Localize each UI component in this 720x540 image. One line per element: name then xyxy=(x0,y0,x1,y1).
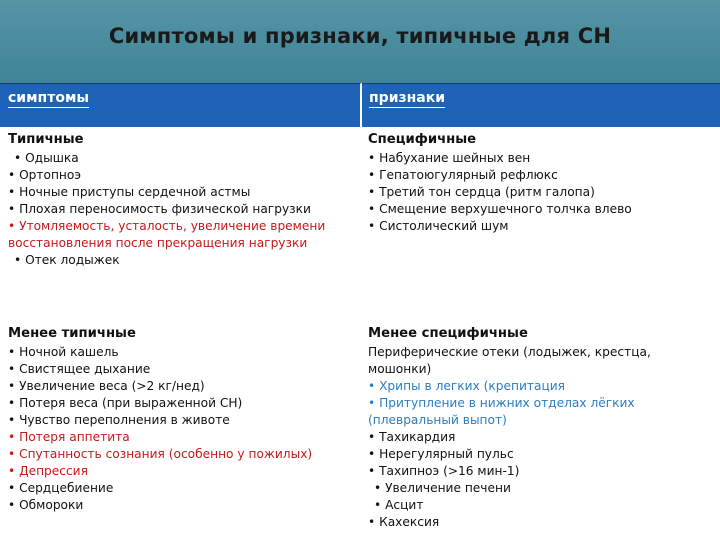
list-item: • Ортопноэ xyxy=(8,168,82,182)
list-item: • Чувство переполнения в животе xyxy=(8,413,230,427)
list-item: • Хрипы в легких (крепитация xyxy=(368,379,566,393)
column-header-symptoms-label: симптомы xyxy=(8,90,90,106)
list-item: • Депрессия xyxy=(8,464,88,478)
specific-signs-section xyxy=(368,131,632,235)
list-item: • Одышка xyxy=(14,151,79,165)
typical-symptoms-section xyxy=(8,131,325,269)
list-item: • Третий тон сердца (ритм галопа) xyxy=(368,185,595,199)
list-item: • Тахипноэ (>16 мин-1) xyxy=(368,464,520,478)
list-item: Периферические отеки (лодыжек, крестца, xyxy=(368,345,651,359)
list-item: • Увеличение веса (>2 кг/нед) xyxy=(8,379,205,393)
column-header-signs xyxy=(362,83,720,127)
list-item: • Асцит xyxy=(374,498,424,512)
page-title: Симптомы и признаки, типичные для СН xyxy=(108,24,612,48)
list-item: мошонки) xyxy=(368,362,432,376)
list-item: • Плохая переносимость физической нагрузки xyxy=(8,202,311,216)
list-item: • Потеря веса (при выраженной СН) xyxy=(8,396,243,410)
list-item: (плевральный выпот) xyxy=(368,413,507,427)
list-item: • Ночные приступы сердечной астмы xyxy=(8,185,251,199)
list-item: • Кахексия xyxy=(368,515,440,529)
list-item: • Систолический шум xyxy=(368,219,509,233)
list-item: • Набухание шейных вен xyxy=(368,151,531,165)
list-item: • Смещение верхушечного толчка влево xyxy=(368,202,632,216)
list-item: восстановления после прекращения нагрузки xyxy=(8,236,308,250)
list-item: • Тахикардия xyxy=(368,430,456,444)
list-item: • Нерегулярный пульс xyxy=(368,447,514,461)
specific-signs-heading: Специфичные xyxy=(368,132,477,147)
list-item: • Притупление в нижних отделах лёгких xyxy=(368,396,635,410)
less-typical-symptoms-heading: Менее типичные xyxy=(8,326,136,341)
less-typical-symptoms-section xyxy=(8,325,312,514)
list-item: • Утомляемость, усталость, увеличение времени xyxy=(8,219,326,233)
list-item: • Увеличение печени xyxy=(374,481,511,495)
column-header-symptoms xyxy=(0,83,361,127)
list-item: • Отек лодыжек xyxy=(14,253,120,267)
list-item: • Потеря аппетита xyxy=(8,430,130,444)
typical-symptoms-heading: Типичные xyxy=(8,132,84,147)
list-item: • Сердцебиение xyxy=(8,481,114,495)
column-header-signs-label: признаки xyxy=(369,90,446,106)
list-item: • Гепатоюгулярный рефлюкс xyxy=(368,168,558,182)
less-specific-signs-section xyxy=(368,325,651,531)
list-item: • Спутанность сознания (особенно у пожилых) xyxy=(8,447,313,461)
list-item: • Свистящее дыхание xyxy=(8,362,151,376)
less-specific-signs-heading: Менее специфичные xyxy=(368,326,528,341)
list-item: • Ночной кашель xyxy=(8,345,119,359)
list-item: • Обмороки xyxy=(8,498,84,512)
